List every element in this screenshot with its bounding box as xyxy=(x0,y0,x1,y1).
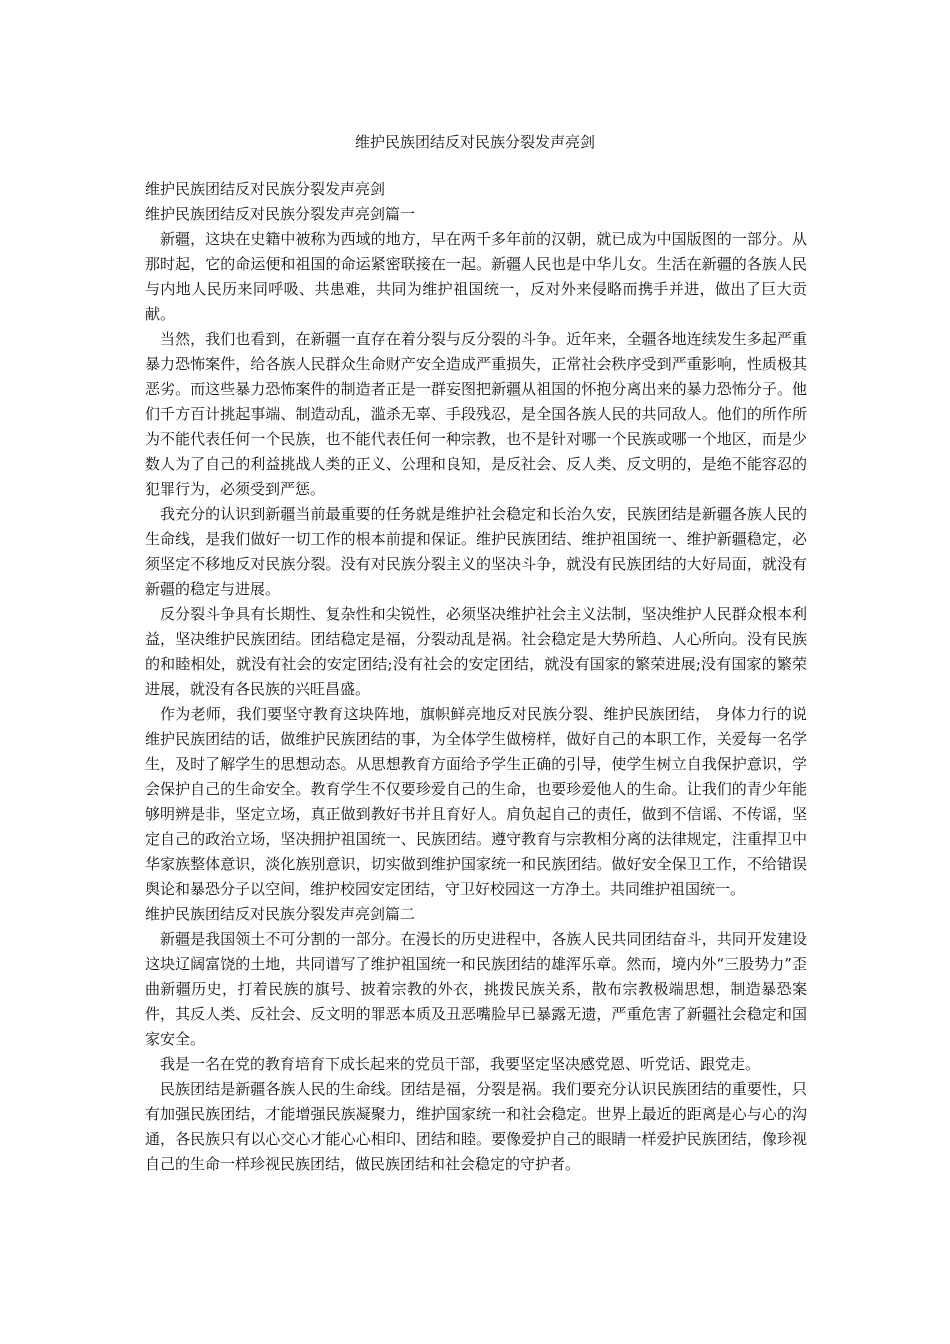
paragraph: 新疆，这块在史籍中被称为西域的地方，早在两千多年前的汉朝，就已成为中国版图的一部分。从那时起，它的命运便和祖国的命运紧密联接在一起。新疆人民也是中华儿女。生活在新疆的各族人民与内地人民历来同呼吸、共患难，共同为维护祖国统一，反对外来侵略而携手并进，做出了巨大贡献。 xyxy=(145,230,807,323)
paragraph: 当然，我们也看到，在新疆一直存在着分裂与反分裂的斗争。近年来，全疆各地连续发生多起严重暴力恐怖案件，给各族人民群众生命财产安全造成严重损失，正常社会秩序受到严重影响，性质极其恶劣。而这些暴力恐怖案件的制造者正是一群妄图把新疆从祖国的怀抱分离出来的暴力恐怖分子。他们千方百计挑起事端、制造动乱，滥杀无辜、手段残忍，是全国各族人民的共同敌人。他们的所作所为不能代表任何一个民族，也不能代表任何一种宗教，也不是针对哪一个民族或哪一个地区，而是少数人为了自己的利益挑战人类的正义、公理和良知，是反社会、反人类、反文明的，是绝不能容忍的犯罪行为，必须受到严惩。 xyxy=(145,330,807,498)
paragraph: 新疆是我国领土不可分割的一部分。在漫长的历史进程中，各族人民共同团结奋斗，共同开发建设这块辽阔富饶的土地，共同谱写了维护祖国统一和民族团结的雄浑乐章。然而，境内外“三股势力”歪曲新疆历史，打着民族的旗号、披着宗教的外衣，挑拨民族关系，散布宗教极端思想，制造暴恐案件，其反人类、反社会、反文明的罪恶本质及丑恶嘴脸早已暴露无遗，严重危害了新疆社会稳定和国家安全。 xyxy=(145,930,807,1048)
paragraph: 民族团结是新疆各族人民的生命线。团结是福，分裂是祸。我们要充分认识民族团结的重要性，只有加强民族团结，才能增强民族凝聚力，维护国家统一和社会稳定。世界上最近的距离是心与心的沟通，各民族只有以心交心才能心心相印、团结和睦。要像爱护自己的眼睛一样爱护民族团结，像珍视自己的生命一样珍视民族团结，做民族团结和社会稳定的守护者。 xyxy=(145,1080,807,1173)
document-body xyxy=(145,177,807,1177)
document-subtitle: 维护民族团结反对民族分裂发声亮剑 xyxy=(145,180,386,198)
paragraph: 我充分的认识到新疆当前最重要的任务就是维护社会稳定和长治久安，民族团结是新疆各族人民的生命线，是我们做好一切工作的根本前提和保证。维护民族团结、维护祖国统一、维护新疆稳定，必须坚定不移地反对民族分裂。没有对民族分裂主义的坚决斗争，就没有民族团结的大好局面，就没有新疆的稳定与进展。 xyxy=(145,505,807,598)
section-heading-1: 维护民族团结反对民族分裂发声亮剑篇一 xyxy=(145,205,416,223)
document-title: 维护民族团结反对民族分裂发声亮剑 xyxy=(354,133,595,151)
paragraph: 作为老师，我们要坚守教育这块阵地，旗帜鲜亮地反对民族分裂、维护民族团结， 身体力行的说维护民族团结的话，做维护民族团结的事，为全体学生做榜样，做好自己的本职工作，关爱每一名学生，及时了解学生的思想动态。从思想教育方面给予学生正确的引导，使学生树立自我保护意识，学会保护自己的生命安全。教育学生不仅要珍爱自己的生命，也要珍爱他人的生命。让我们的青少年能够明辨是非，坚定立场，真正做到教好书并且育好人。肩负起自己的责任，做到不信谣、不传谣，坚定自己的政治立场，坚决拥护祖国统一、民族团结。遵守教育与宗教相分离的法律规定，注重捍卫中华家族整体意识，淡化族别意识，切实做到维护国家统一和民族团结。做好安全保卫工作，不给错误舆论和暴恐分子以空间，维护校园安定团结，守卫好校园这一方净土。共同维护祖国统一。 xyxy=(145,705,807,898)
paragraph: 反分裂斗争具有长期性、复杂性和尖锐性，必须坚决维护社会主义法制，坚决维护人民群众根本利益，坚决维护民族团结。团结稳定是福，分裂动乱是祸。社会稳定是大势所趋、人心所向。没有民族的和睦相处，就没有社会的安定团结;没有社会的安定团结，就没有国家的繁荣进展;没有国家的繁荣进展，就没有各民族的兴旺昌盛。 xyxy=(145,605,807,698)
paragraph: 我是一名在党的教育培育下成长起来的党员干部，我要坚定坚决感党恩、听党话、跟党走。 xyxy=(160,1055,761,1073)
section-heading-2: 维护民族团结反对民族分裂发声亮剑篇二 xyxy=(145,905,416,923)
